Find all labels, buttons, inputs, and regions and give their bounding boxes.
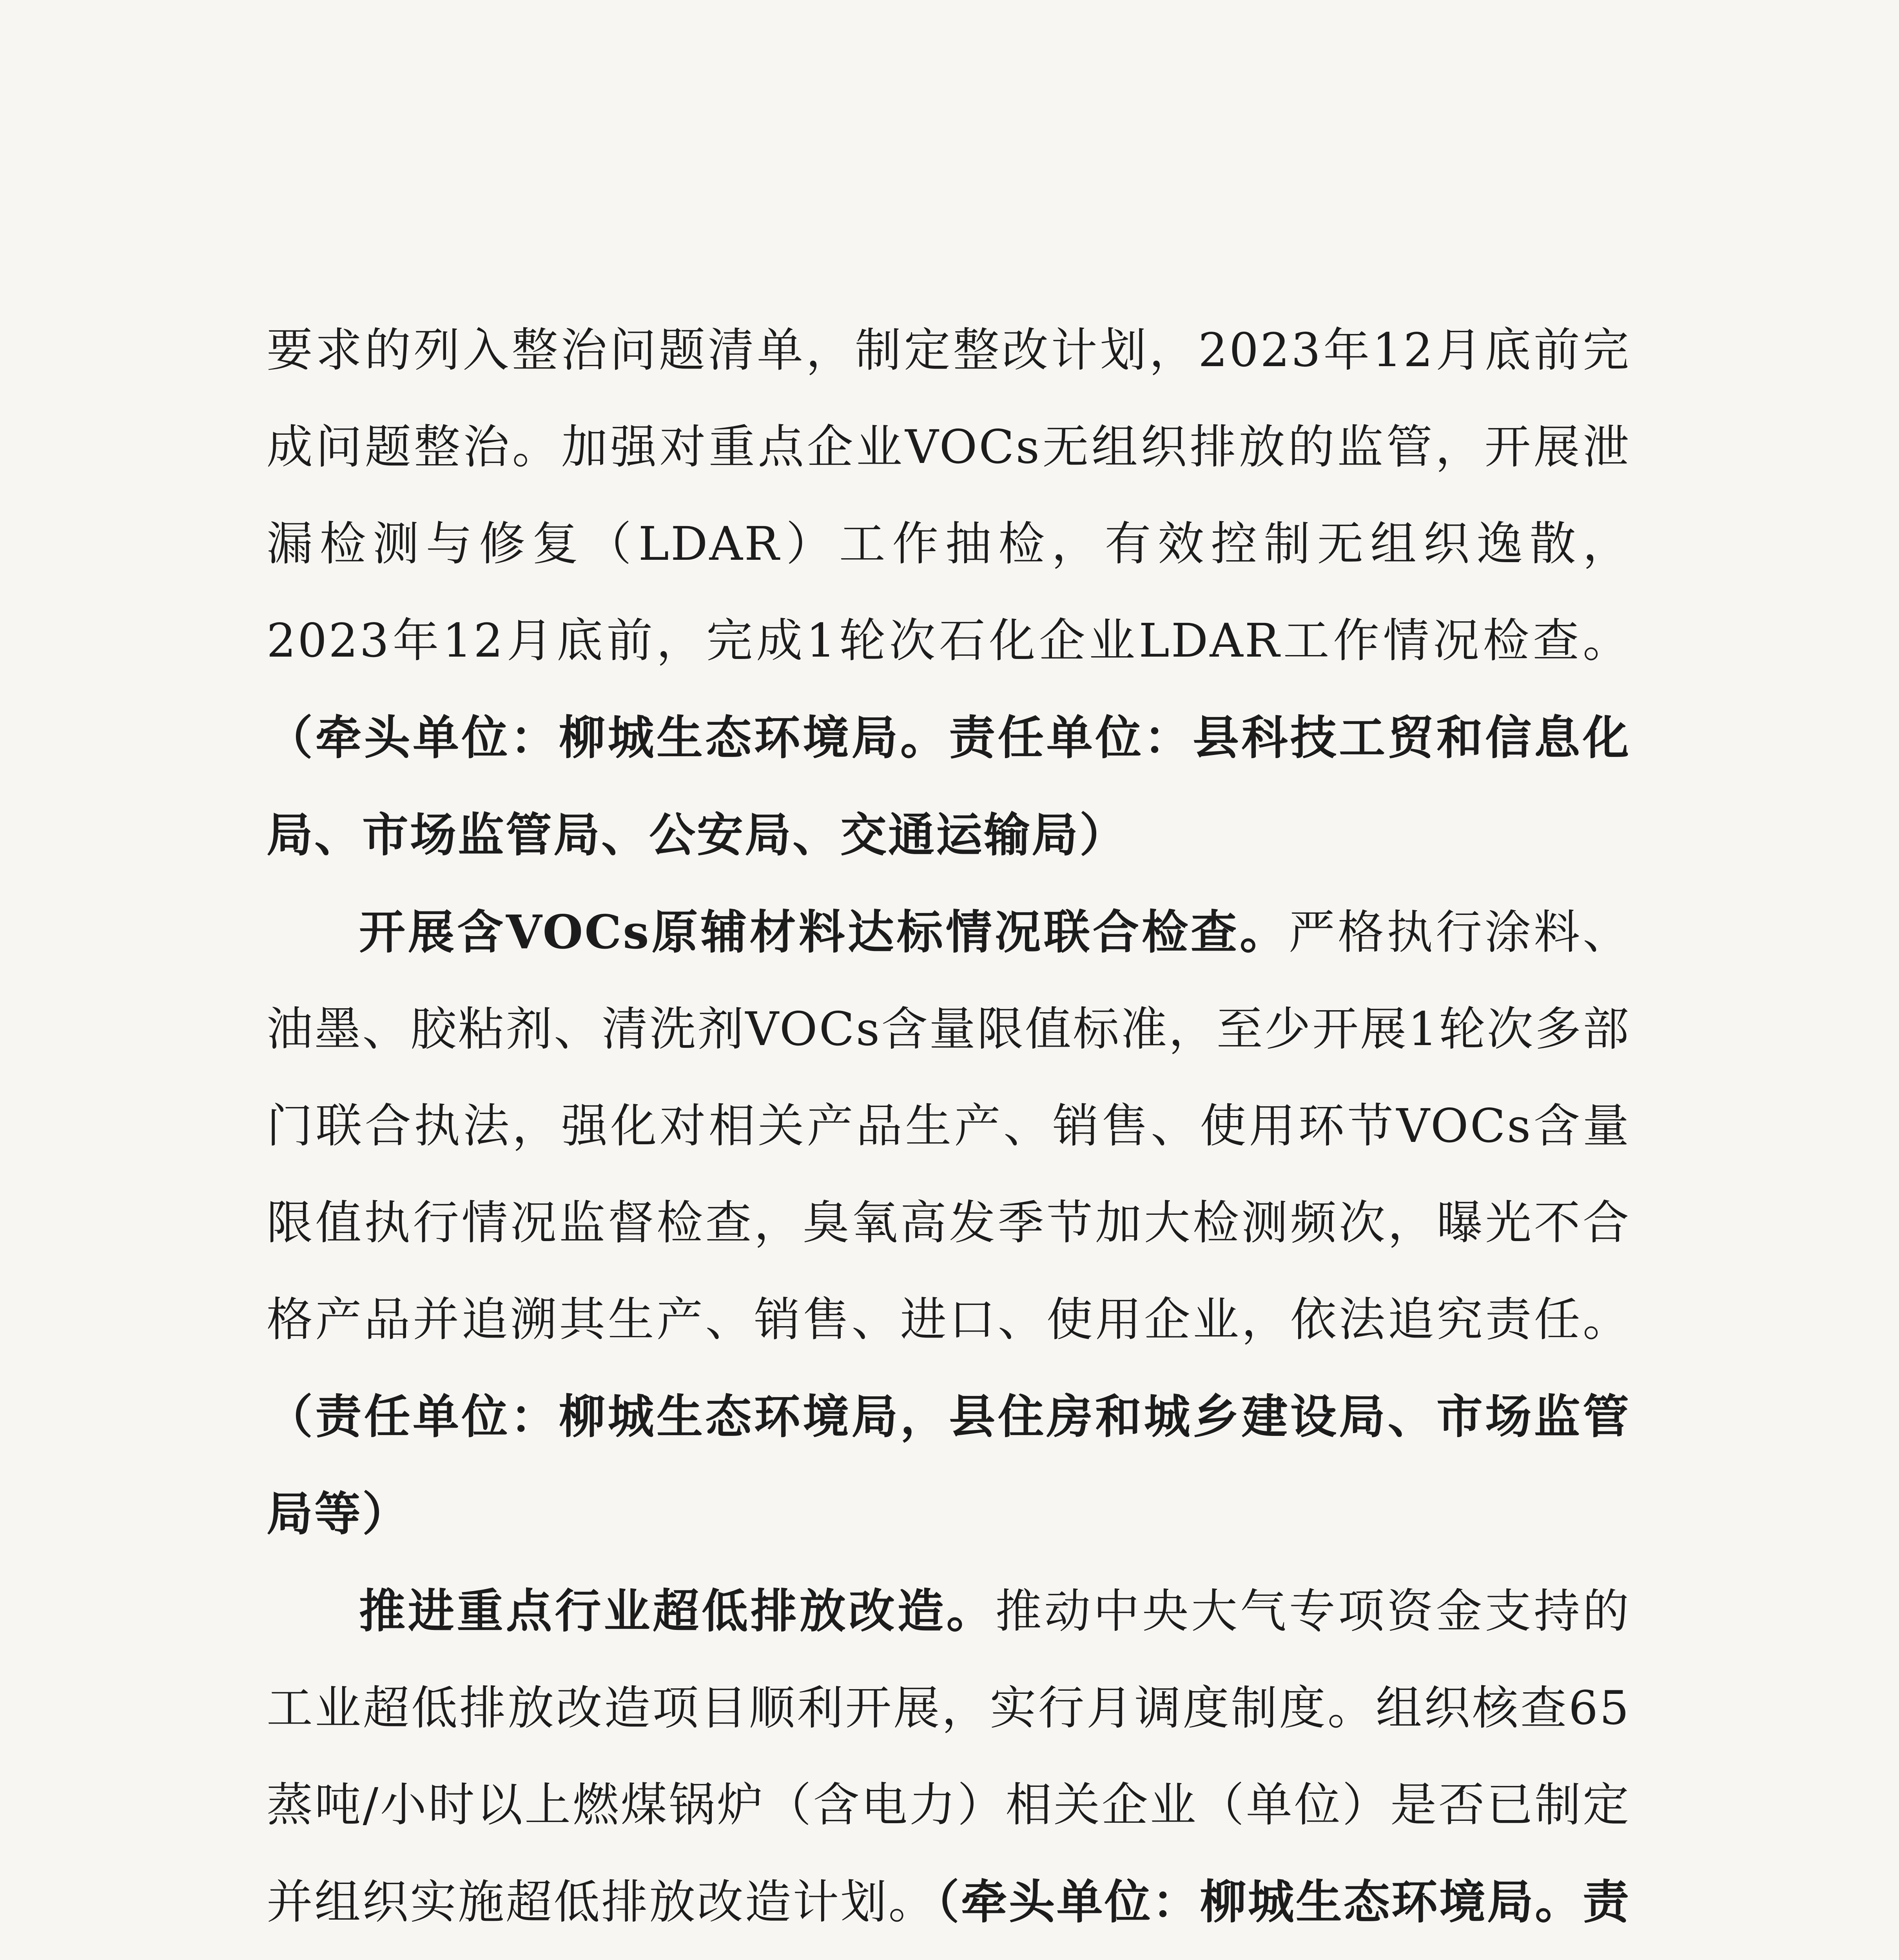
paragraph-2-responsibility: （责任单位：柳城生态环境局，县住房和城乡建设局、市场监管局等） [267,1389,1631,1541]
paragraph-3-lead: 推进重点行业超低排放改造。 [359,1584,996,1638]
paragraph-1-text: 要求的列入整治问题清单，制定整改计划，2023年12月底前完成问题整治。加强对重点企业VOCs无组织排放的监管，开展泄漏检测与修复（LDAR）工作抽检，有效控制无组织逸散，2023年12月底前，完成1轮次石化企业LDAR工作情况检查。 [267,323,1631,668]
paragraph-1-responsibility: （牵头单位：柳城生态环境局。责任单位：县科技工贸和信息化局、市场监管局、公安局、交通运输局） [267,710,1631,862]
paragraph-1 [267,302,1631,884]
paragraph-3-responsibility: （牵头单位：柳城生态环境局。责 [936,1875,1631,1929]
paragraph-3-text: 推动中央大气专项资金支持的工业超低排放改造项目顺利开展，实行月调度制度。组织核查65蒸吨/小时以上燃煤锅炉（含电力）相关企业（单位）是否已制定并组织实施超低排放改造计划。 [267,1584,1631,1929]
paragraph-2-lead: 开展含VOCs原辅材料达标情况联合检查。 [359,905,1289,959]
paragraph-2-text: 严格执行涂料、油墨、胶粘剂、清洗剂VOCs含量限值标准，至少开展1轮次多部门联合执法，强化对相关产品生产、销售、使用环节VOCs含量限值执行情况监督检查，臭氧高发季节加大检测频次，曝光不合格产品并追溯其生产、销售、进口、使用企业，依法追究责任。 [267,905,1631,1347]
paragraph-2 [267,884,1631,1563]
paragraph-3 [267,1563,1631,1960]
document-body [267,302,1631,1960]
